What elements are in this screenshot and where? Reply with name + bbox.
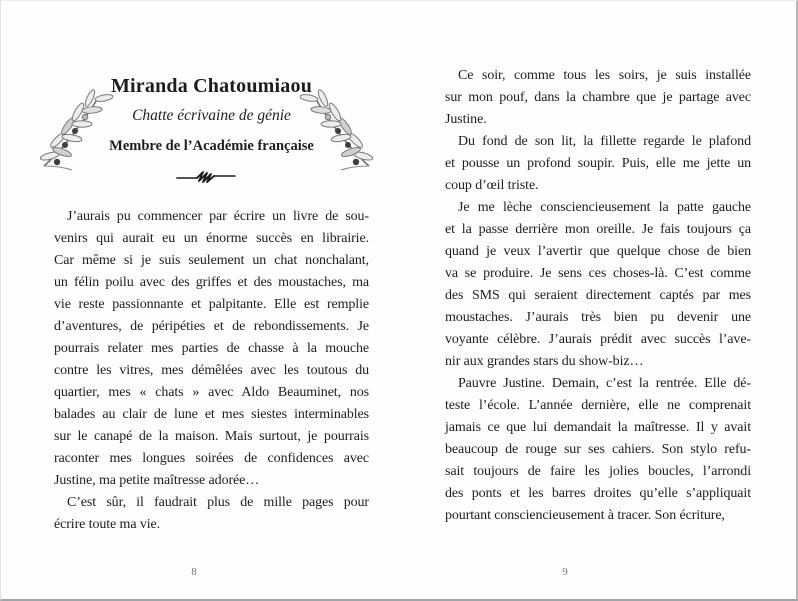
text-line: des SMS qui seraient directement captés par mes xyxy=(445,288,751,303)
text-line: sur mon pouf, dans la chambre que je partage avec xyxy=(445,90,751,105)
text-line: des ponts et les barres droites qu’elle s’appliquait xyxy=(445,486,751,501)
paragraph xyxy=(445,65,751,131)
text-line: Justine. xyxy=(445,112,487,127)
text-line: écrire toute ma vie. xyxy=(54,517,161,532)
text-line: balades au clair de lune et mes siestes interminables xyxy=(54,407,369,422)
paragraph xyxy=(445,373,751,527)
page-right xyxy=(1,1,796,599)
text-line: d’aventures, de péripéties et de rebondissements. Je xyxy=(54,319,369,334)
author-membership: Membre de l’Académie française xyxy=(109,138,314,154)
text-line: Car même si je suis seulement un chat nonchalant, xyxy=(54,253,369,268)
text-line: Pauvre Justine. Demain, c’est la rentrée. Elle dé- xyxy=(458,376,751,391)
text-line: teste l’école. L’année dernière, elle ne comprenait xyxy=(445,398,751,413)
text-line: Du fond de son lit, la fillette regarde le plafond xyxy=(458,134,751,149)
text-line: Justine, ma petite maîtresse adorée… xyxy=(54,473,260,488)
text-line: vie reste passionnante et palpitante. Elle est remplie xyxy=(54,297,369,312)
paragraph xyxy=(445,131,751,197)
text-line: C’est sûr, il faudrait plus de mille pages pour xyxy=(67,495,369,510)
page-number-left: 8 xyxy=(191,566,197,578)
text-line: un félin poilu avec des griffes et des moustaches, ma xyxy=(54,275,369,290)
text-line: et la passe derrière mon oreille. Je fais toujours ça xyxy=(445,222,751,237)
page-number-right: 9 xyxy=(562,566,568,578)
text-line: pourtant consciencieusement à tracer. Son écriture, xyxy=(445,508,725,523)
text-line: quand je veux l’avertir que quelque chose de bien xyxy=(445,244,751,259)
page-right-text xyxy=(445,65,751,527)
text-line: contre les vitres, mes démêlées avec les toutous du xyxy=(54,363,369,378)
text-line: beaucoup de rouge sur ses cahiers. Son stylo refu- xyxy=(445,442,751,457)
text-line: coup d’œil triste. xyxy=(445,178,539,193)
text-line: Ce soir, comme tous les soirs, je suis installée xyxy=(458,68,751,83)
text-line: va se produire. Je sens ces choses-là. C’est comme xyxy=(445,266,751,281)
text-line: jamais ce que lui demandait la maîtresse. Il y avait xyxy=(445,420,751,435)
text-line: et pousse un profond soupir. Puis, elle me jette un xyxy=(445,156,751,171)
text-line: quartier, mes « chats » avec Aldo Beauminet, nos xyxy=(54,385,369,400)
text-line: sait toujours de faire les jolies boucles, l’arrondi xyxy=(445,464,751,479)
text-line: voyante célèbre. J’aurais prédit avec succès l’ave- xyxy=(445,332,751,347)
text-line: sur le canapé de la maison. Mais surtout, je pourrais xyxy=(54,429,369,444)
text-line: nir aux grandes stars du show-biz… xyxy=(445,354,644,369)
text-line: venirs qui aurait eu un énorme succès en librairie. xyxy=(54,231,369,246)
text-line: Je me lèche consciencieusement la patte gauche xyxy=(458,200,751,215)
text-line: J’aurais pu commencer par écrire un livre de sou- xyxy=(67,209,369,224)
author-role: Chatte écrivaine de génie xyxy=(132,107,291,124)
text-line: raconter mes longues soirées de confidences avec xyxy=(54,451,369,466)
author-name: Miranda Chatoumiaou xyxy=(110,75,313,97)
paragraph xyxy=(445,197,751,373)
text-line: moustaches. J’aurais très bien pu devenir une xyxy=(445,310,751,325)
text-line: pourrais relater mes parties de chasse à la mouche xyxy=(54,341,369,356)
